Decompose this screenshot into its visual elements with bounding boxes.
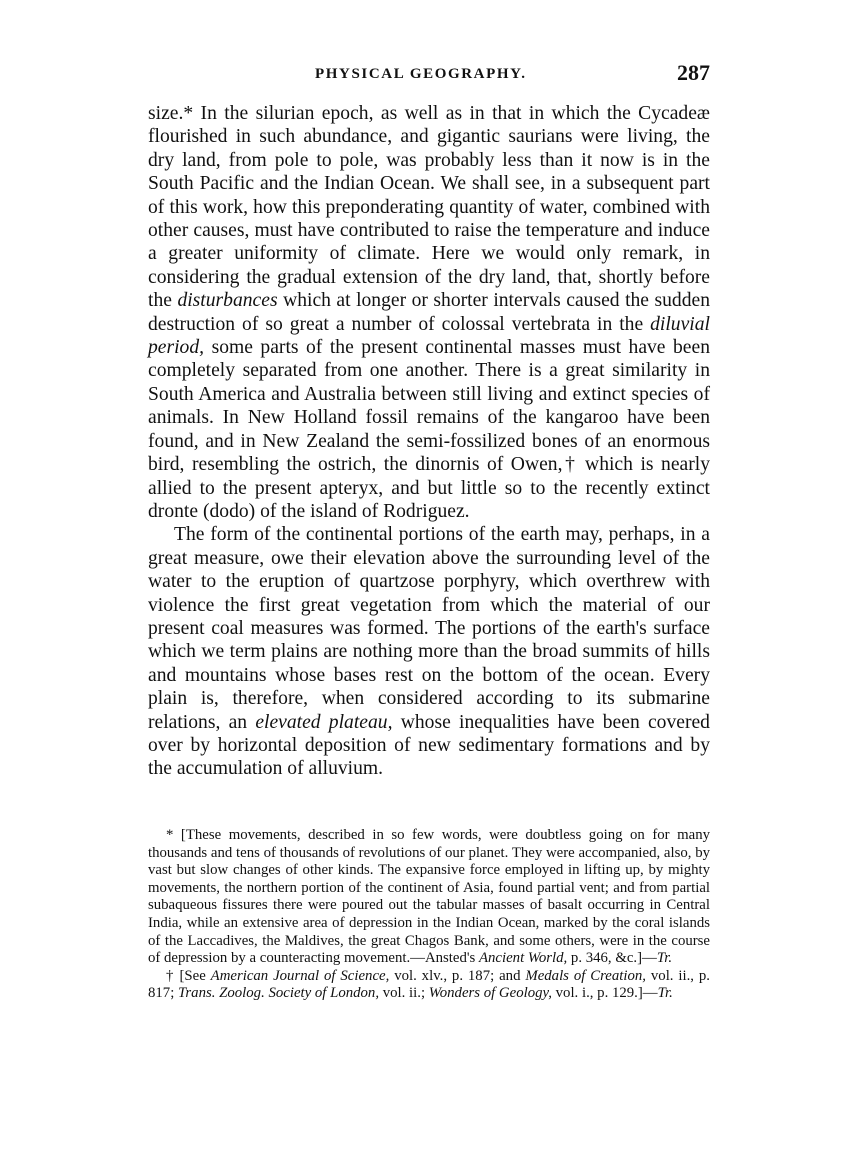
footnote-2-text-e: vol. i., p. 129.]— — [551, 985, 658, 1002]
page-number: 287 — [677, 60, 710, 85]
footnote-2-text-b: vol. xlv., p. 187; and — [389, 967, 526, 984]
footnote-1 — [148, 827, 710, 968]
page-header — [150, 62, 710, 92]
footnote-2-italic-trans-zoolog: Trans. Zoolog. Society of London, — [178, 985, 380, 1002]
footnotes — [148, 827, 710, 1003]
footnote-2-italic-american-journal: American Journal of Science, — [210, 967, 390, 984]
footnote-1-italic-tr: Tr. — [656, 950, 673, 967]
paragraph-1-text-c: some parts of the present continental masses must have been completely separated from one another. There is a great similarity in South America and Australia between still living and extinct species of animals. In New Holland fossil remains of the kangaroo have been found, and in New Zealand the semi-fossilized bones of an enormous bird, resembling the ostrich, the dinornis of Owen,† which is nearly allied to the present apteryx, and but little so to the recently extinct dronte (dodo) of the island of Rodriguez. — [148, 337, 710, 522]
footnote-1-text-a: * [These movements, described in so few words, were doubtless going on for many thousands and tens of thousands of revolutions of our planet. They were accompanied, also, by vast but slow changes of other kinds. The expansive force employed in lifting up, by mighty movements, the northern portion of the continent of Asia, found partial vent; and from partial subaqueous fissures there were poured out the tabular masses of basalt occurring in Central India, while an extensive area of depression in the Indian Ocean, marked by the coral islands of the Laccadives, the Maldives, the great Chagos Bank, and some others, were in the course of depression by a counteracting movement.—Ansted's — [148, 827, 710, 967]
footnote-1-text-b: p. 346, &c.]— — [567, 950, 657, 967]
footnote-2 — [148, 968, 710, 1003]
footnote-2-text-d: vol. ii.; — [379, 985, 429, 1002]
footnote-2-italic-tr: Tr. — [657, 985, 673, 1002]
footnote-2-text-a: † [See — [166, 967, 211, 984]
body-text — [148, 102, 710, 781]
footnote-2-italic-wonders-of-geology: Wonders of Geology, — [428, 985, 552, 1002]
paragraph-1 — [148, 102, 710, 523]
paragraph-2-text-b: whose inequalities have been covered over by horizontal deposition of new sedimentary formations and by the accumulation of alluvium. — [148, 711, 710, 780]
footnote-1-italic-ancient-world: Ancient World, — [479, 950, 568, 967]
footnote-2-italic-medals-of-creation: Medals of Creation, — [525, 967, 646, 984]
running-head: PHYSICAL GEOGRAPHY. — [315, 66, 527, 82]
paragraph-1-italic-diluvial-period: diluvial period, — [148, 313, 710, 359]
paragraph-2 — [148, 523, 710, 780]
paragraph-2-italic-elevated-plateau: elevated plateau, — [255, 711, 393, 733]
paragraph-1-text-a: size.* In the silurian epoch, as well as in that in which the Cycadeæ flourished in such abundance, and gigantic saurians were living, the dry land, from pole to pole, was probably less than it now is in the South Pacific and the Indian Ocean. We shall see, in a subsequent part of this work, how this preponderating quantity of water, combined with other causes, must have contributed to raise the temperature and induce a greater uniformity of climate. Here we would only remark, in considering the gradual extension of the dry land, that, shortly before the — [148, 103, 710, 312]
paragraph-2-text-a: The form of the continental portions of the earth may, perhaps, in a great measure, owe their elevation above the surrounding level of the water to the eruption of quartzose porphyry, which overthrew with violence the first great vegetation from which the material of our present coal measures was formed. The portions of the earth's surface which we term plains are nothing more than the broad summits of hills and mountains whose bases rest on the bottom of the ocean. Every plain is, therefore, when considered according to its submarine relations, an — [148, 524, 710, 733]
footnote-2-text-c: vol. ii., p. 817; — [148, 967, 710, 1002]
paragraph-1-text-b: which at longer or shorter intervals caused the sudden destruction of so great a number of colossal vertebrata in the — [148, 290, 711, 335]
paragraph-1-italic-disturbances: disturbances — [177, 290, 278, 312]
